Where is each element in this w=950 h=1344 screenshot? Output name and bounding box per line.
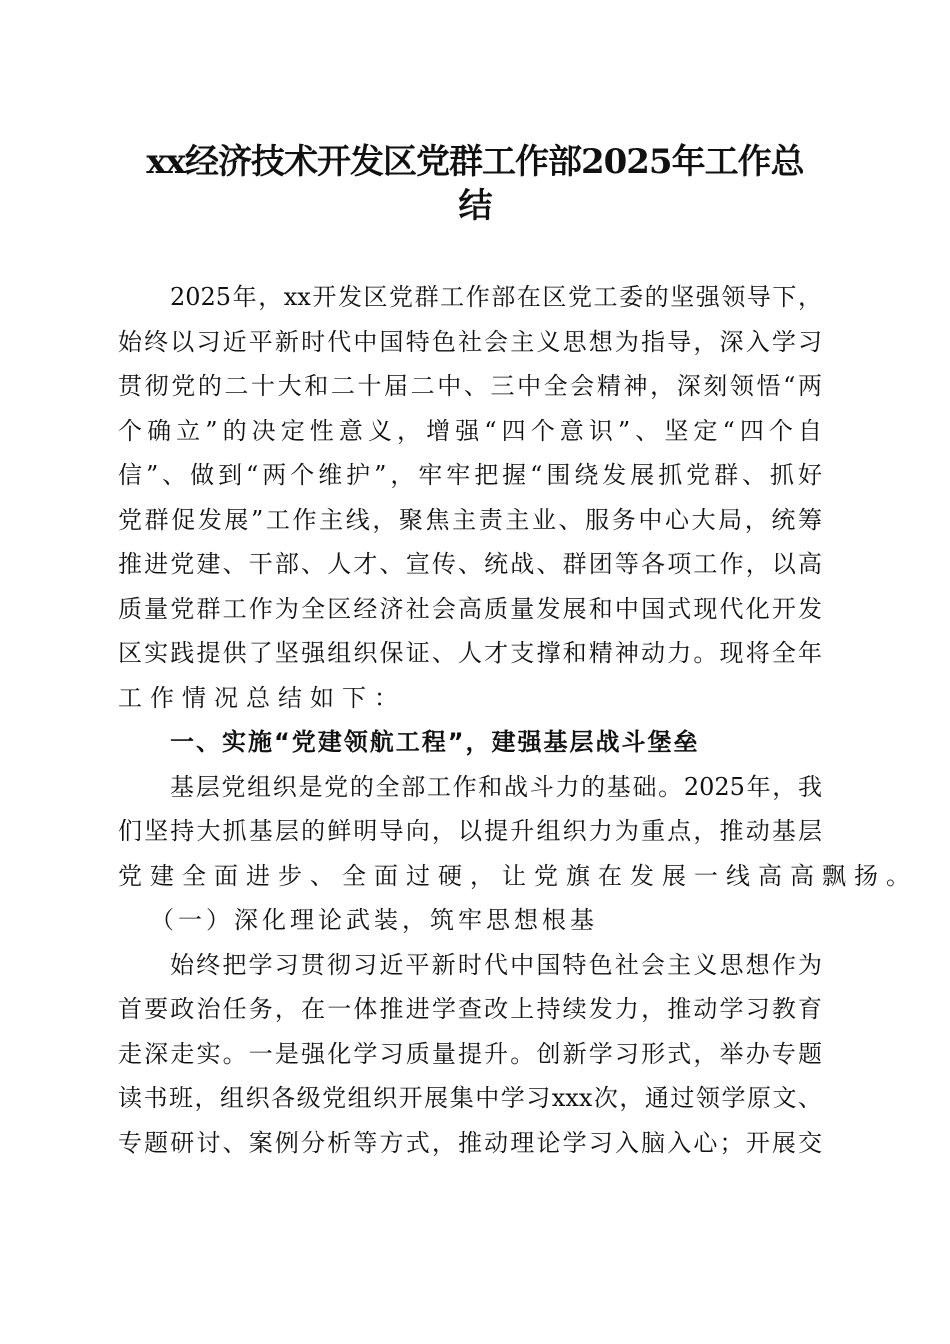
- paragraph-line: 党建全面进步、全面过硬，让党旗在发展一线高高飘扬。: [118, 861, 918, 890]
- paragraph-line: 始终以习近平新时代中国特色社会主义思想为指导，深入学习: [118, 327, 822, 356]
- paragraph-line: 贯彻党的二十大和二十届二中、三中全会精神，深刻领悟“两: [118, 372, 822, 400]
- paragraph-line: 质量党群工作为全区经济社会高质量发展和中国式现代化开发: [118, 594, 822, 623]
- paragraph-line: 读书班，组织各级党组织开展集中学习xxx次，通过领学原文、: [118, 1084, 822, 1112]
- subsection-heading: （一）深化理论武装，筑牢思想根基: [150, 906, 598, 934]
- section-heading: 一、实施“党建领航工程”，建强基层战斗堡垒: [170, 728, 700, 756]
- paragraph-line: 工作情况总结如下：: [118, 683, 406, 712]
- paragraph-line: 区实践提供了坚强组织保证、人才支撑和精神动力。现将全年: [118, 639, 822, 667]
- paragraph-line: 始终把学习贯彻习近平新时代中国特色社会主义思想作为: [170, 950, 822, 979]
- paragraph-line: 专题研讨、案例分析等方式，推动理论学习入脑入心；开展交: [118, 1128, 822, 1157]
- paragraph-line: 们坚持大抓基层的鲜明导向，以提升组织力为重点，推动基层: [118, 817, 822, 845]
- paragraph-line: 首要政治任务，在一体推进学查改上持续发力，推动学习教育: [118, 995, 822, 1023]
- document-title-line-1: xx经济技术开发区党群工作部2025年工作总: [146, 142, 804, 182]
- paragraph-line: 2025年，xx开发区党群工作部在区党工委的坚强领导下，: [170, 283, 822, 311]
- paragraph-line: 基层党组织是党的全部工作和战斗力的基础。2025年，我: [170, 772, 822, 801]
- document-title-line-2: 结: [458, 186, 492, 226]
- paragraph-line: 个确立”的决定性意义，增强“四个意识”、坚定“四个自: [118, 416, 822, 445]
- paragraph-line: 党群促发展”工作主线，聚焦主责主业、服务中心大局，统筹: [118, 505, 822, 534]
- paragraph-line: 信”、做到“两个维护”，牢牢把握“围绕发展抓党群、抓好: [118, 461, 822, 489]
- paragraph-line: 推进党建、干部、人才、宣传、统战、群团等各项工作，以高: [118, 550, 822, 578]
- paragraph-line: 走深走实。一是强化学习质量提升。创新学习形式，举办专题: [118, 1039, 822, 1068]
